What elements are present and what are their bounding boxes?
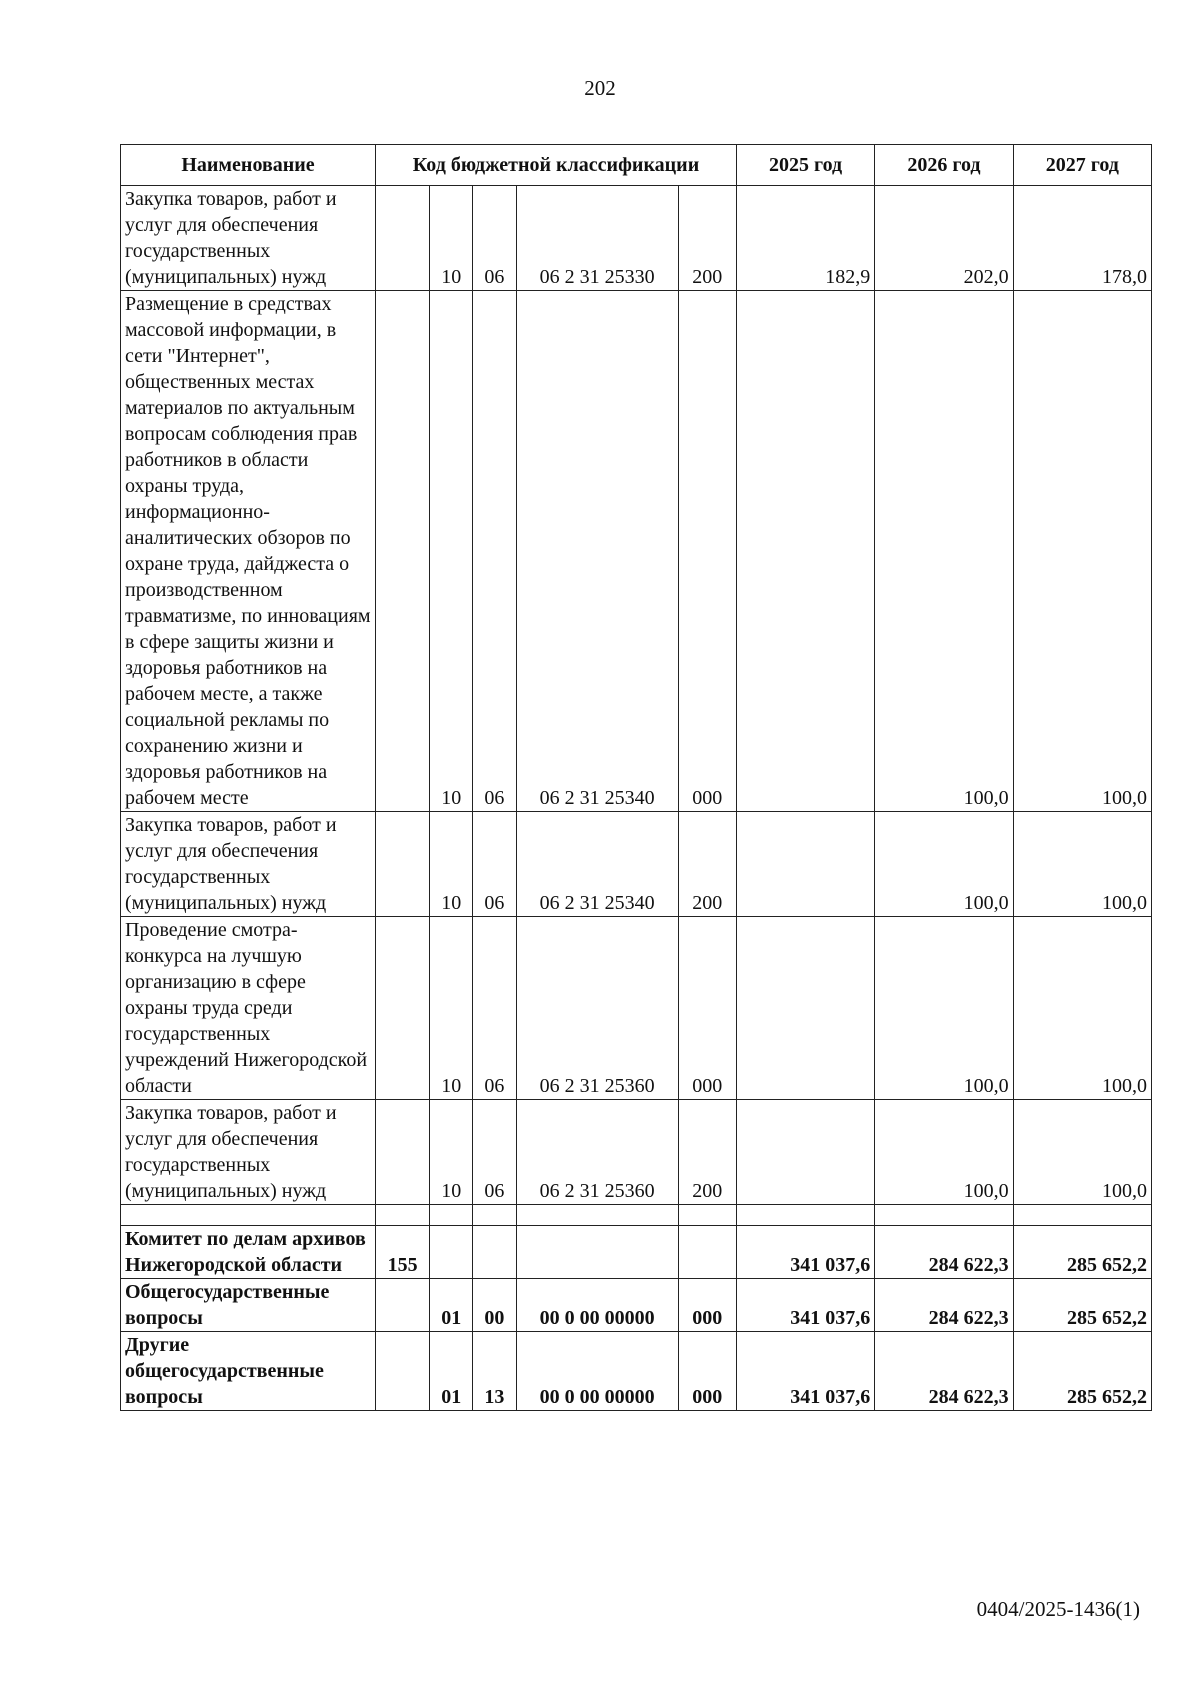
row-2026: 202,0: [875, 186, 1013, 291]
spacer-cell: [473, 1205, 516, 1226]
row-2025: 341 037,6: [736, 1332, 874, 1411]
row-target: 00 0 00 00000: [516, 1332, 678, 1411]
row-2025: [736, 1100, 874, 1205]
row-name: Закупка товаров, работ и услуг для обеспечения государственных (муниципальных) нужд: [121, 186, 376, 291]
row-2026: 100,0: [875, 917, 1013, 1100]
row-target: 06 2 31 25340: [516, 812, 678, 917]
row-subsection: 06: [473, 917, 516, 1100]
row-type: 000: [678, 917, 736, 1100]
row-name: Комитет по делам архивов Нижегородской области: [121, 1226, 376, 1279]
spacer-cell: [516, 1205, 678, 1226]
row-section: 10: [430, 1100, 473, 1205]
header-code: Код бюджетной классификации: [376, 145, 737, 186]
row-dept: [376, 812, 430, 917]
spacer-cell: [121, 1205, 376, 1226]
row-subsection: 06: [473, 291, 516, 812]
row-dept: [376, 1100, 430, 1205]
row-2027: 178,0: [1013, 186, 1151, 291]
row-2026: 100,0: [875, 291, 1013, 812]
row-target: 06 2 31 25340: [516, 291, 678, 812]
row-2025: [736, 812, 874, 917]
table-header-row: [121, 145, 1152, 186]
header-2025: 2025 год: [736, 145, 874, 186]
row-2026: 284 622,3: [875, 1332, 1013, 1411]
row-subsection: 06: [473, 812, 516, 917]
row-section: [430, 1226, 473, 1279]
row-2027: 285 652,2: [1013, 1332, 1151, 1411]
spacer-row: [121, 1205, 1152, 1226]
row-2026: 100,0: [875, 1100, 1013, 1205]
row-section: 01: [430, 1332, 473, 1411]
row-dept: [376, 291, 430, 812]
row-target: 06 2 31 25330: [516, 186, 678, 291]
spacer-cell: [875, 1205, 1013, 1226]
row-section: 10: [430, 186, 473, 291]
table-row: [121, 1226, 1152, 1279]
budget-table: [120, 144, 1152, 1411]
row-section: 10: [430, 291, 473, 812]
table-row: [121, 291, 1152, 812]
page-number: 202: [584, 76, 616, 100]
row-2026: 100,0: [875, 812, 1013, 917]
row-2025: 341 037,6: [736, 1226, 874, 1279]
row-type: 200: [678, 812, 736, 917]
row-subsection: 00: [473, 1279, 516, 1332]
row-name: Закупка товаров, работ и услуг для обеспечения государственных (муниципальных) нужд: [121, 812, 376, 917]
row-name: Размещение в средствах массовой информации, в сети "Интернет", общественных местах материалов по актуальным вопросам соблюдения прав работников в области охраны труда, информационно-аналитических обзоров по охране труда, дайджеста о производственном травматизме, по инновациям в сфере защиты жизни и здоровья работников на рабочем месте, а также социальной рекламы по сохранению жизни и здоровья работников на рабочем месте: [121, 291, 376, 812]
table-row: [121, 1100, 1152, 1205]
spacer-cell: [736, 1205, 874, 1226]
table-row: [121, 917, 1152, 1100]
row-type: 000: [678, 1332, 736, 1411]
row-2027: 100,0: [1013, 812, 1151, 917]
row-name: Закупка товаров, работ и услуг для обеспечения государственных (муниципальных) нужд: [121, 1100, 376, 1205]
row-2027: 100,0: [1013, 291, 1151, 812]
row-type: 000: [678, 291, 736, 812]
row-type: 000: [678, 1279, 736, 1332]
row-target: 06 2 31 25360: [516, 1100, 678, 1205]
row-target: [516, 1226, 678, 1279]
table-row: [121, 186, 1152, 291]
header-2026: 2026 год: [875, 145, 1013, 186]
row-section: 10: [430, 812, 473, 917]
row-2025: [736, 291, 874, 812]
row-type: 200: [678, 1100, 736, 1205]
table-row: [121, 1279, 1152, 1332]
row-2027: 285 652,2: [1013, 1279, 1151, 1332]
row-dept: 155: [376, 1226, 430, 1279]
row-type: [678, 1226, 736, 1279]
row-dept: [376, 1279, 430, 1332]
spacer-cell: [430, 1205, 473, 1226]
row-dept: [376, 186, 430, 291]
row-name: Проведение смотра-конкурса на лучшую организацию в сфере охраны труда среди государственных учреждений Нижегородской области: [121, 917, 376, 1100]
row-section: 01: [430, 1279, 473, 1332]
row-2027: 100,0: [1013, 917, 1151, 1100]
row-name: Общегосударственные вопросы: [121, 1279, 376, 1332]
row-2025: [736, 917, 874, 1100]
row-type: 200: [678, 186, 736, 291]
row-subsection: [473, 1226, 516, 1279]
spacer-cell: [678, 1205, 736, 1226]
table-row: [121, 812, 1152, 917]
header-2027: 2027 год: [1013, 145, 1151, 186]
row-2026: 284 622,3: [875, 1226, 1013, 1279]
row-subsection: 06: [473, 1100, 516, 1205]
row-2025: 182,9: [736, 186, 874, 291]
row-dept: [376, 1332, 430, 1411]
row-dept: [376, 917, 430, 1100]
row-target: 00 0 00 00000: [516, 1279, 678, 1332]
row-2027: 285 652,2: [1013, 1226, 1151, 1279]
row-name: Другие общегосударственные вопросы: [121, 1332, 376, 1411]
spacer-cell: [376, 1205, 430, 1226]
row-2025: 341 037,6: [736, 1279, 874, 1332]
row-2026: 284 622,3: [875, 1279, 1013, 1332]
row-section: 10: [430, 917, 473, 1100]
row-subsection: 13: [473, 1332, 516, 1411]
row-2027: 100,0: [1013, 1100, 1151, 1205]
row-target: 06 2 31 25360: [516, 917, 678, 1100]
row-subsection: 06: [473, 186, 516, 291]
spacer-cell: [1013, 1205, 1151, 1226]
table-row: [121, 1332, 1152, 1411]
document-id: 0404/2025-1436(1): [976, 1597, 1140, 1621]
header-name: Наименование: [121, 145, 376, 186]
